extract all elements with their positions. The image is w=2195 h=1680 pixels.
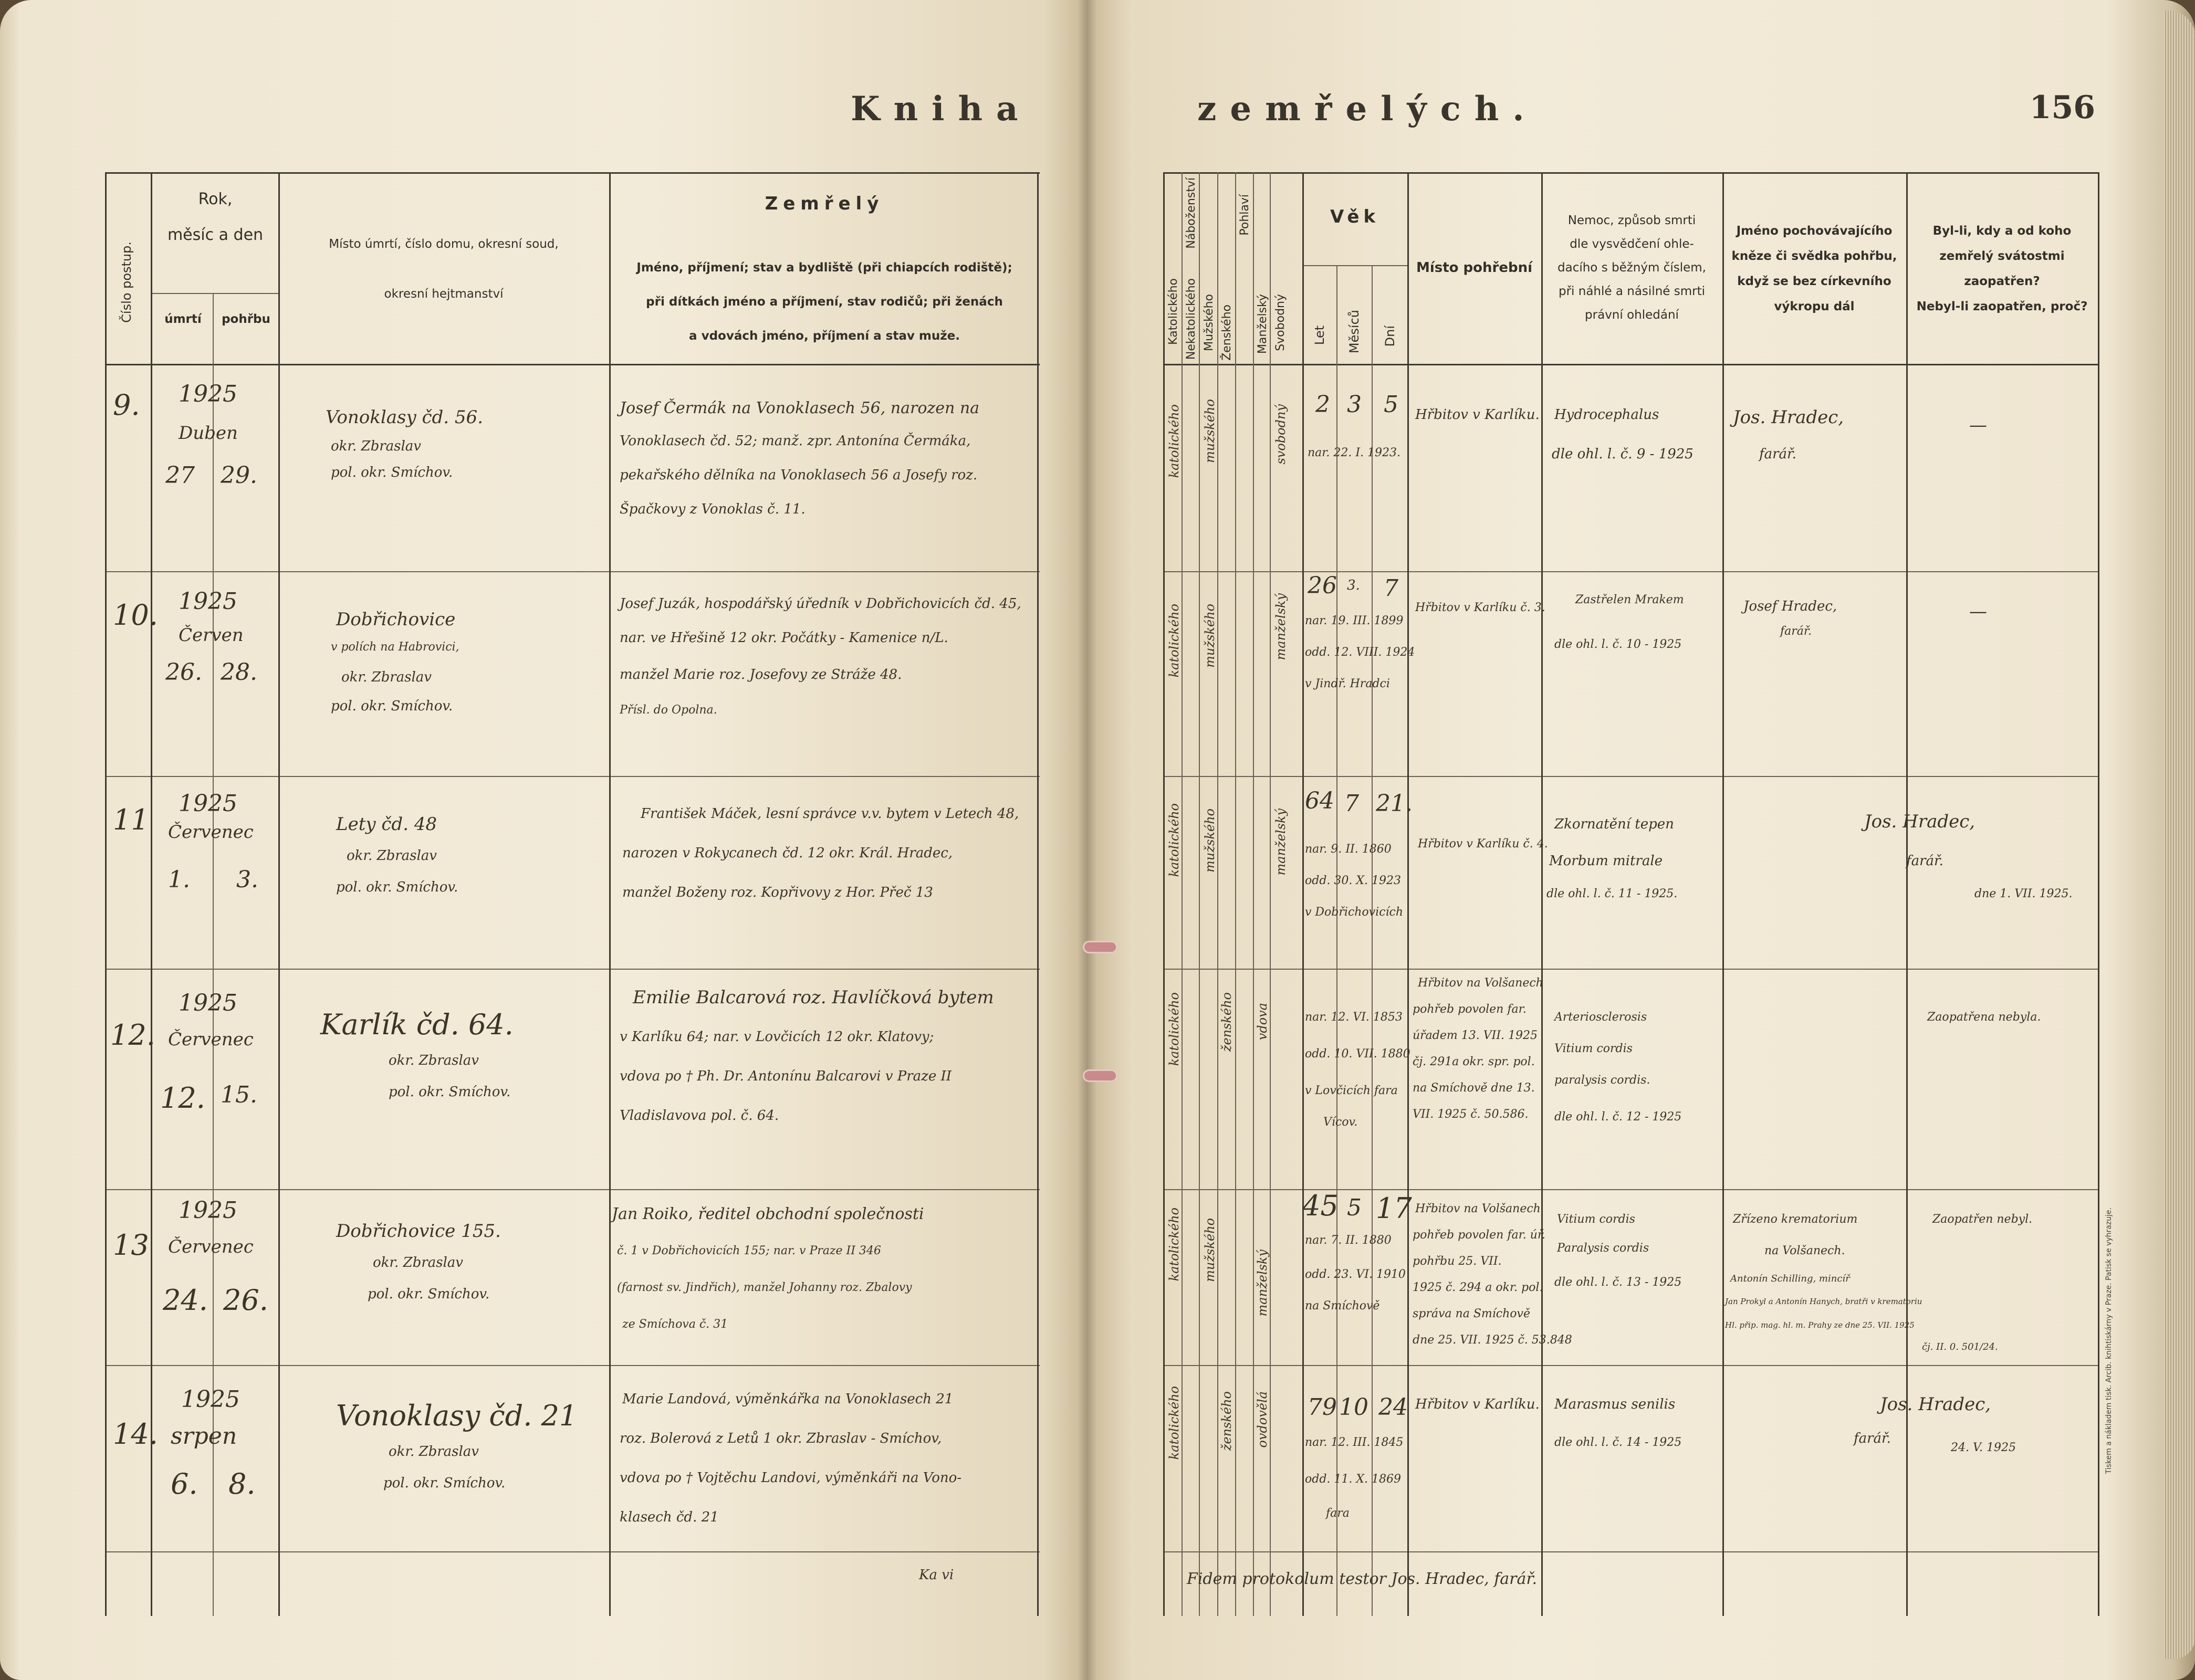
entry-religion: katolického bbox=[1167, 604, 1182, 678]
entry-place: pol. okr. Smíchov. bbox=[331, 698, 453, 714]
header-nemoc: dacího s běžným číslem, bbox=[1558, 261, 1706, 275]
entry-status: svobodný bbox=[1273, 404, 1288, 465]
header-pohrbu: pohřbu bbox=[222, 312, 270, 326]
entry-cause: dle ohl. l. č. 14 - 1925 bbox=[1554, 1436, 1682, 1449]
binding-thread bbox=[1084, 1071, 1116, 1080]
entry-age-note: odd. 12. VIII. 1924 bbox=[1305, 646, 1415, 659]
entry-age-months: 3 bbox=[1347, 391, 1362, 418]
entry-age-note: odd. 11. X. 1869 bbox=[1305, 1473, 1402, 1486]
header-misto-1: Místo úmrtí, číslo domu, okresní soud, bbox=[329, 237, 559, 251]
entry-sex: mužského bbox=[1203, 604, 1217, 668]
entry-year: 1925 bbox=[179, 381, 237, 407]
entry-burial-day: 29. bbox=[221, 462, 257, 489]
page-edges bbox=[2163, 10, 2195, 1659]
entry-sacraments: — bbox=[1969, 415, 1987, 436]
entry-priest: na Volšanech. bbox=[1764, 1244, 1845, 1257]
entry-priest: Jos. Hradec, bbox=[1864, 811, 1976, 832]
entry-number: 12. bbox=[110, 1018, 155, 1052]
rule bbox=[1182, 172, 1183, 1616]
entry-age-years: 45 bbox=[1302, 1189, 1339, 1222]
entry-priest: Jos. Hradec, bbox=[1733, 407, 1844, 428]
entry-age-note: nar. 12. III. 1845 bbox=[1305, 1436, 1404, 1449]
header-nemoc: při náhlé a násilné smrti bbox=[1559, 285, 1705, 298]
entry-place: okr. Zbraslav bbox=[341, 669, 432, 685]
rule bbox=[105, 571, 1040, 572]
header-misto-2: okresní hejtmanství bbox=[384, 287, 504, 301]
entry-religion: katolického bbox=[1167, 992, 1182, 1066]
entry-age-days: 7 bbox=[1384, 575, 1398, 602]
rule bbox=[1235, 172, 1236, 1616]
header-nemoc: dle vysvědčení ohle- bbox=[1570, 237, 1694, 251]
entry-sex: ženského bbox=[1219, 992, 1234, 1052]
entry-place: Karlík čd. 64. bbox=[320, 1008, 514, 1041]
entry-place: v polích na Habrovici, bbox=[331, 640, 459, 654]
entry-number: 11 bbox=[113, 803, 149, 836]
entry-age-years: 2 bbox=[1315, 391, 1330, 418]
entry-age-months: 3. bbox=[1347, 578, 1360, 593]
entry-age-note: na Smíchově bbox=[1305, 1299, 1380, 1312]
closing-left: Ka vi bbox=[919, 1567, 954, 1583]
entry-sacraments: Zaopatřena nebyla. bbox=[1927, 1011, 2041, 1024]
entry-priest: Jos. Hradec, bbox=[1880, 1394, 1991, 1415]
entry-cause: Marasmus senilis bbox=[1554, 1396, 1676, 1412]
entry-priest: farář. bbox=[1759, 446, 1796, 462]
entry-burial-place: Hřbitov na Volšanech bbox=[1415, 1202, 1541, 1215]
entry-number: 14. bbox=[113, 1418, 158, 1451]
header-cislo: Číslo postup. bbox=[119, 242, 134, 323]
entry-burial-place: Hřbitov v Karlíku č. 4. bbox=[1418, 837, 1548, 850]
entry-age-note: odd. 23. VI. 1910 bbox=[1305, 1268, 1406, 1281]
binding-thread bbox=[1084, 942, 1116, 952]
entry-age-note: nar. 9. II. 1860 bbox=[1305, 843, 1392, 856]
rule bbox=[1199, 172, 1200, 1616]
page-number: 156 bbox=[2029, 89, 2095, 126]
entry-burial-day: 3. bbox=[236, 866, 258, 893]
entry-cause: dle ohl. l. č. 11 - 1925. bbox=[1546, 887, 1678, 900]
rule bbox=[609, 172, 611, 1616]
entry-burial-note: pohřeb povolen far. úř. bbox=[1413, 1228, 1545, 1242]
rule bbox=[105, 172, 107, 1616]
rule bbox=[105, 1189, 1040, 1190]
header-jmeno: když se bez církevního bbox=[1737, 275, 1891, 288]
entry-burial-day: 26. bbox=[223, 1284, 268, 1317]
entry-deceased: Špačkovy z Vonoklas č. 11. bbox=[620, 501, 806, 517]
entry-death-day: 24. bbox=[163, 1284, 208, 1317]
rule bbox=[1372, 265, 1373, 1616]
entry-place: okr. Zbraslav bbox=[347, 848, 437, 864]
header-zenskeho: Ženského bbox=[1220, 304, 1234, 361]
header-nekatolickeho: Nekatolického bbox=[1185, 278, 1198, 360]
entry-age-note: odd. 30. X. 1923 bbox=[1305, 874, 1402, 887]
rule bbox=[213, 294, 214, 1616]
header-jmeno: Jméno pochovávajícího bbox=[1736, 224, 1893, 238]
entry-deceased: Josef Čermák na Vonoklasech 56, narozen na bbox=[620, 399, 980, 417]
entry-priest: farář. bbox=[1854, 1431, 1891, 1446]
rule bbox=[1163, 172, 1165, 1616]
entry-year: 1925 bbox=[179, 1197, 237, 1224]
entry-deceased: vdova po † Vojtěchu Landovi, výměnkáři na Vono- bbox=[620, 1470, 962, 1486]
entry-cause: Zastřelen Mrakem bbox=[1575, 593, 1684, 606]
header-nemoc: Nemoc, způsob smrti bbox=[1567, 214, 1696, 227]
header-vek: Věk bbox=[1330, 206, 1380, 227]
rule bbox=[1302, 265, 1407, 266]
entry-number: 9. bbox=[113, 388, 140, 422]
entry-sex: mužského bbox=[1203, 399, 1217, 463]
entry-priest: farář. bbox=[1780, 625, 1812, 638]
entry-year: 1925 bbox=[179, 990, 237, 1016]
entry-status: vdova bbox=[1255, 1003, 1270, 1041]
entry-religion: katolického bbox=[1167, 803, 1182, 877]
header-mesicu: Měsíců bbox=[1347, 310, 1362, 354]
rule bbox=[1253, 172, 1254, 1616]
entry-number: 13 bbox=[113, 1228, 149, 1262]
entry-year: 1925 bbox=[181, 1386, 240, 1413]
header-muzskeho: Mužského bbox=[1203, 294, 1216, 351]
entry-age-note: v Jindř. Hradci bbox=[1305, 677, 1390, 690]
entry-status: manželský bbox=[1273, 808, 1288, 876]
entry-deceased: ze Smíchova č. 31 bbox=[622, 1318, 728, 1331]
entry-status: manželský bbox=[1273, 593, 1288, 660]
entry-death-day: 27 bbox=[165, 462, 195, 489]
rule bbox=[105, 776, 1040, 777]
entry-age-years: 26 bbox=[1308, 572, 1337, 599]
entry-place: pol. okr. Smíchov. bbox=[389, 1084, 511, 1100]
entry-sex: mužského bbox=[1203, 1218, 1217, 1282]
header-misto-pohrbu: Místo pohřební bbox=[1416, 260, 1533, 276]
header-byl: zaopatřen? bbox=[1964, 275, 2040, 288]
entry-religion: katolického bbox=[1167, 1386, 1182, 1460]
header-byl: Nebyl-li zaopatřen, proč? bbox=[1916, 300, 2088, 313]
rule bbox=[105, 1365, 1040, 1366]
entry-burial-note: pohřbu 25. VII. bbox=[1413, 1255, 1502, 1268]
entry-sacraments: dne 1. VII. 1925. bbox=[1974, 887, 2073, 900]
entry-cause: dle ohl. l. č. 13 - 1925 bbox=[1554, 1276, 1682, 1289]
entry-burial-note: VII. 1925 č. 50.586. bbox=[1413, 1108, 1529, 1121]
rule bbox=[1270, 172, 1271, 1616]
entry-burial-place: Hřbitov v Karlíku č. 3. bbox=[1415, 601, 1545, 614]
entry-burial-note: správa na Smíchově bbox=[1413, 1307, 1530, 1320]
entry-age-note: nar. 12. VI. 1853 bbox=[1305, 1011, 1403, 1024]
entry-burial-place: Hřbitov v Karlíku. bbox=[1415, 407, 1540, 423]
entry-deceased: nar. ve Hřešině 12 okr. Počátky - Kamenice n/L. bbox=[620, 630, 948, 646]
entry-deceased: František Máček, lesní správce v.v. bytem v Letech 48, bbox=[641, 806, 1019, 822]
entry-sacraments: Zaopatřen nebyl. bbox=[1932, 1213, 2033, 1226]
entry-sacraments: — bbox=[1969, 601, 1987, 622]
entry-month: Červen bbox=[179, 625, 244, 646]
entry-cause: Arteriosclerosis bbox=[1554, 1011, 1647, 1024]
entry-status: ovdovělá bbox=[1255, 1391, 1270, 1448]
entry-place: okr. Zbraslav bbox=[373, 1255, 463, 1270]
entry-burial-note: dne 25. VII. 1925 č. 53.848 bbox=[1413, 1334, 1572, 1347]
entry-burial-note: úřadem 13. VII. 1925 bbox=[1413, 1029, 1538, 1042]
entry-cause: paralysis cordis. bbox=[1554, 1074, 1650, 1087]
header-zemrely: Zemřelý bbox=[765, 193, 884, 214]
entry-cause: Zkornatění tepen bbox=[1554, 816, 1674, 832]
header-zemrely-desc: Jméno, příjmení; stav a bydliště (při chiapcích rodiště); bbox=[636, 261, 1012, 275]
entry-priest: farář. bbox=[1906, 853, 1943, 869]
entry-age-months: 7 bbox=[1344, 790, 1359, 817]
entry-place: Dobřichovice bbox=[336, 609, 456, 630]
entry-deceased: Josef Juzák, hospodářský úředník v Dobřichovicích čd. 45, bbox=[620, 596, 1021, 612]
entry-burial-day: 28. bbox=[221, 659, 257, 686]
entry-age-note: Vícov. bbox=[1323, 1116, 1358, 1129]
entry-cause: Hydrocephalus bbox=[1554, 407, 1659, 423]
rule bbox=[1037, 172, 1039, 1616]
entry-sex: mužského bbox=[1203, 808, 1217, 873]
entry-priest: Jan Prokyl a Antonín Hanych, bratři v krematoriu bbox=[1725, 1297, 1922, 1306]
entry-age-days: 21. bbox=[1376, 790, 1413, 817]
entry-place: okr. Zbraslav bbox=[389, 1053, 479, 1068]
entry-month: Červenec bbox=[168, 1029, 254, 1050]
header-zemrely-desc: a vdovách jméno, příjmení a stav muže. bbox=[689, 329, 960, 343]
header-nabozenstvi: Náboženství bbox=[1185, 177, 1198, 249]
entry-deceased: Emilie Balcarová roz. Havlíčková bytem bbox=[633, 987, 994, 1008]
entry-cause: dle ohl. l. č. 12 - 1925 bbox=[1554, 1110, 1682, 1124]
title-left: Kniha bbox=[851, 89, 1032, 129]
entry-deceased: Vonoklasech čd. 52; manž. zpr. Antonína Čermáka, bbox=[620, 433, 971, 449]
header-byl: zemřelý svátostmi bbox=[1939, 249, 2065, 263]
rule bbox=[1541, 172, 1543, 1616]
entry-religion: katolického bbox=[1167, 1208, 1182, 1282]
rule bbox=[105, 364, 1040, 365]
rule bbox=[105, 172, 1040, 174]
header-jmeno: kněze či svědka pohřbu, bbox=[1731, 249, 1897, 263]
entry-deceased: manžel Boženy roz. Kopřivovy z Hor. Přeč 13 bbox=[622, 885, 933, 900]
rule bbox=[1722, 172, 1724, 1616]
entry-age-note: nar. 19. III. 1899 bbox=[1305, 614, 1404, 627]
entry-age-years: 64 bbox=[1305, 788, 1334, 814]
entry-cause: dle ohl. l. č. 10 - 1925 bbox=[1554, 638, 1682, 651]
entry-death-day: 12. bbox=[160, 1082, 205, 1115]
header-manzelsky: Manželský bbox=[1256, 294, 1269, 354]
rule bbox=[105, 969, 1040, 970]
rule bbox=[152, 293, 278, 294]
entry-deceased: č. 1 v Dobřichovicích 155; nar. v Praze II 346 bbox=[617, 1244, 881, 1257]
header-byl: Byl-li, kdy a od koho bbox=[1932, 224, 2072, 238]
entry-death-day: 6. bbox=[171, 1467, 198, 1500]
book-gutter bbox=[1076, 0, 1098, 1680]
entry-deceased: Marie Landová, výměnkářka na Vonoklasech 21 bbox=[622, 1391, 954, 1407]
entry-age-note: odd. 10. VII. 1880 bbox=[1305, 1047, 1410, 1060]
rule bbox=[278, 172, 280, 1616]
entry-priest: Hl. přip. mag. hl. m. Prahy ze dne 25. VII. 1925 bbox=[1725, 1320, 1915, 1330]
entry-age-months: 5 bbox=[1347, 1194, 1362, 1221]
entry-age-days: 5 bbox=[1384, 391, 1398, 418]
entry-place: Dobřichovice 155. bbox=[336, 1221, 501, 1242]
entry-deceased: pekařského dělníka na Vonoklasech 56 a Josefy roz. bbox=[620, 467, 978, 483]
rule bbox=[151, 172, 152, 1616]
entry-month: srpen bbox=[171, 1423, 237, 1450]
entry-number: 10. bbox=[113, 598, 158, 632]
entry-deceased: narozen v Rokycanech čd. 12 okr. Král. Hradec, bbox=[622, 845, 953, 861]
entry-burial-day: 15. bbox=[221, 1082, 257, 1108]
closing-attestation: Fidem protokolum testor Jos. Hradec, farář. bbox=[1187, 1570, 1537, 1588]
entry-burial-note: na Smíchově dne 13. bbox=[1413, 1082, 1535, 1095]
printer-note: Tiskem a nákladem tisk. Arcib. knihtiskárny v Praze. Patisk se vyhrazuje. bbox=[2105, 1208, 2113, 1474]
header-umrti: úmrtí bbox=[164, 312, 202, 326]
entry-place: pol. okr. Smíchov. bbox=[383, 1475, 506, 1491]
entry-cause: dle ohl. l. č. 9 - 1925 bbox=[1552, 446, 1694, 462]
entry-burial-note: 1925 č. 294 a okr. pol. bbox=[1413, 1281, 1543, 1294]
entry-age-years: 79 bbox=[1308, 1394, 1337, 1421]
entry-place: pol. okr. Smíchov. bbox=[336, 879, 458, 895]
entry-burial-place: Hřbitov v Karlíku. bbox=[1415, 1396, 1540, 1412]
header-dni: Dní bbox=[1383, 326, 1397, 347]
entry-deceased: Přísl. do Opolna. bbox=[620, 704, 717, 717]
header-katolickeho: Katolického bbox=[1167, 278, 1180, 345]
entry-deceased: Jan Roiko, ředitel obchodní společnosti bbox=[612, 1205, 924, 1223]
entry-deceased: klasech čd. 21 bbox=[620, 1509, 719, 1525]
entry-cause: Vitium cordis bbox=[1557, 1213, 1635, 1226]
entry-deceased: roz. Bolerová z Letů 1 okr. Zbraslav - Smíchov, bbox=[620, 1431, 942, 1446]
rule bbox=[105, 1551, 1040, 1552]
entry-deceased: (farnost sv. Jindřich), manžel Johanny roz. Zbalovy bbox=[617, 1281, 912, 1294]
header-zemrely-desc: při dítkách jméno a příjmení, stav rodičů; při ženách bbox=[646, 295, 1003, 309]
header-jmeno: výkropu dál bbox=[1774, 300, 1855, 313]
entry-cause: Vitium cordis bbox=[1554, 1042, 1633, 1055]
entry-priest: Josef Hradec, bbox=[1743, 598, 1837, 614]
title-right: zemřelých. bbox=[1197, 89, 1538, 129]
entry-priest: čj. II. 0. 501/24. bbox=[1922, 1341, 1998, 1352]
entry-age-days: 24 bbox=[1378, 1394, 1408, 1421]
entry-deceased: v Karlíku 64; nar. v Lovčicích 12 okr. Klatovy; bbox=[620, 1029, 934, 1045]
entry-age-note: fara bbox=[1326, 1507, 1350, 1520]
entry-month: Duben bbox=[179, 423, 238, 444]
header-let: Let bbox=[1312, 326, 1327, 345]
entry-age-note: nar. 22. I. 1923. bbox=[1308, 446, 1401, 459]
entry-priest: Antonín Schilling, mincíř bbox=[1730, 1273, 1850, 1284]
entry-deceased: Vladislavova pol. č. 64. bbox=[620, 1108, 779, 1124]
entry-burial-note: čj. 291a okr. spr. pol. bbox=[1413, 1055, 1535, 1068]
rule bbox=[1217, 172, 1218, 1616]
rule bbox=[1302, 172, 1304, 1616]
entry-status: manželský bbox=[1255, 1250, 1270, 1317]
entry-sex: ženského bbox=[1219, 1391, 1234, 1451]
header-rok: Rok, bbox=[198, 190, 233, 208]
entry-year: 1925 bbox=[179, 790, 237, 817]
entry-burial-note: pohřeb povolen far. bbox=[1413, 1003, 1527, 1016]
entry-place: okr. Zbraslav bbox=[389, 1444, 479, 1460]
entry-year: 1925 bbox=[179, 588, 237, 615]
entry-death-day: 26. bbox=[165, 659, 202, 686]
entry-priest: 24. V. 1925 bbox=[1951, 1441, 2016, 1454]
entry-place: okr. Zbraslav bbox=[331, 438, 421, 454]
entry-place: pol. okr. Smíchov. bbox=[331, 465, 453, 480]
entry-place: Vonoklasy čd. 56. bbox=[326, 407, 483, 428]
entry-religion: katolického bbox=[1167, 404, 1182, 478]
entry-month: Červenec bbox=[168, 822, 254, 843]
entry-cause: Morbum mitrale bbox=[1549, 853, 1663, 869]
entry-cause: Paralysis cordis bbox=[1557, 1242, 1649, 1255]
entry-place: Lety čd. 48 bbox=[336, 814, 437, 835]
header-mesic-den: měsíc a den bbox=[167, 226, 264, 244]
entry-month: Červenec bbox=[168, 1236, 254, 1257]
entry-deceased: manžel Marie roz. Josefovy ze Stráže 48. bbox=[620, 667, 902, 682]
header-pohlavi: Pohlaví bbox=[1238, 194, 1251, 236]
entry-age-note: v Dobřichovicích bbox=[1305, 906, 1403, 919]
entry-age-days: 17 bbox=[1376, 1192, 1412, 1225]
header-svobodny: Svobodný bbox=[1274, 294, 1287, 351]
entry-place: pol. okr. Smíchov. bbox=[368, 1286, 490, 1302]
entry-burial-day: 8. bbox=[228, 1467, 256, 1500]
entry-death-day: 1. bbox=[168, 866, 190, 893]
entry-priest: Zřízeno krematorium bbox=[1733, 1213, 1858, 1226]
entry-age-months: 10 bbox=[1339, 1394, 1368, 1421]
entry-place: Vonoklasy čd. 21 bbox=[336, 1399, 578, 1432]
entry-deceased: vdova po † Ph. Dr. Antonínu Balcarovi v Praze II bbox=[620, 1068, 952, 1084]
header-nemoc: právní ohledání bbox=[1585, 308, 1679, 322]
rule bbox=[2098, 172, 2099, 1616]
entry-age-note: nar. 7. II. 1880 bbox=[1305, 1234, 1392, 1247]
entry-burial-place: Hřbitov na Volšanech bbox=[1418, 976, 1543, 990]
entry-age-note: v Lovčicích fara bbox=[1305, 1084, 1398, 1097]
